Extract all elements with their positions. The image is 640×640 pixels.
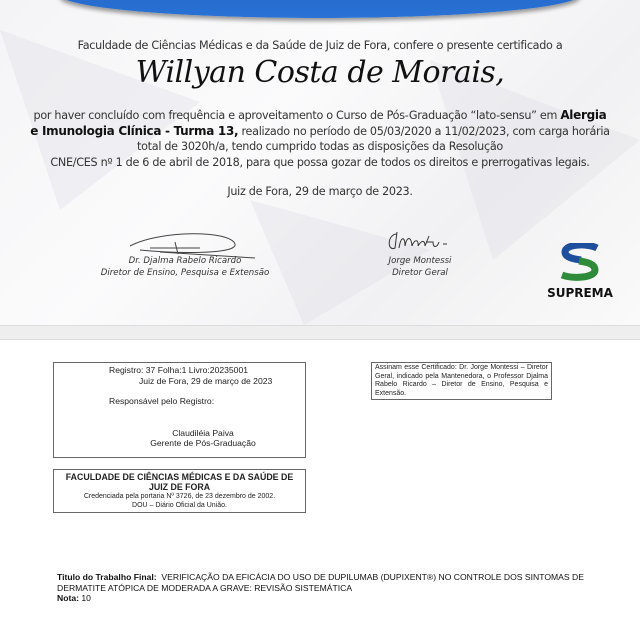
dou-text: DOU – Diário Oficial da União. — [132, 502, 227, 509]
faculdade-box — [53, 469, 306, 513]
recipient-name: Willyan Costa de Morais, — [135, 55, 505, 90]
suprema-logo — [543, 243, 617, 300]
signatory-role: Diretor de Ensino, Pesquisa e Extensão — [100, 268, 270, 278]
header-band — [60, 0, 580, 18]
suprema-s-icon — [557, 243, 603, 281]
body-text: CNE/CES nº 1 de 6 de abril de 2018, para que possa gozar de todos os direitos e prerrogativas legais. — [50, 156, 590, 169]
responsavel-role: Gerente de Pós-Graduação — [150, 438, 256, 448]
body-text: por haver concluído com frequência e aproveitamento o Curso de Pós-Graduação “lato-sensu” em — [33, 109, 561, 122]
signatory-name: Jorge Montessi — [388, 256, 452, 266]
signatory-name: Dr. Djalma Rabelo Ricardo — [128, 256, 242, 266]
page-divider — [0, 325, 640, 340]
body-text: total de 3020h/a, tendo cumprido todas as disposições da Resolução — [137, 140, 503, 153]
registro-text: Registro: 37 Folha:1 Livro:20235001 — [109, 365, 249, 375]
signatory-role: Diretor Geral — [392, 268, 448, 278]
nota-value: 10 — [81, 593, 91, 603]
registration-box — [53, 362, 306, 458]
faculdade-title: FACULDADE DE CIÊNCIAS MÉDICAS E DA SAÚDE DE JUIZ DE FORA — [65, 472, 294, 492]
responsavel-name: Claudiléia Paiva — [172, 428, 234, 438]
issue-date: Juiz de Fora, 29 de março de 2023. — [227, 185, 413, 198]
final-work-section: Titulo do Trabalho Final: VERIFICAÇÃO DA EFICÁCIA DO USO DE DUPILUMAB (DUPIXENT®) NO CONTROLE DOS SINTOMAS DE DERMATITE ATÓPICA DE MODERADA A GRAVE: REVISÃO SISTEMÁTICA Nota: 10 — [57, 572, 584, 603]
course-name-cont: e Imunologia Clínica - Turma 13, — [30, 124, 239, 138]
nota-label: Nota — [57, 593, 77, 603]
registro-date: Juiz de Fora, 29 de março de 2023 — [139, 376, 273, 386]
signers-box: Assinam esse Certificado: Dr. Jorge Montessi – Diretor Geral, indicado pela Mantenedora, o Professor Djalma Rabelo Ricardo – Diretor de Ensino, Pesquisa e Extensão. — [371, 362, 552, 400]
logo-text: SUPREMA — [547, 286, 613, 300]
credenciada-text: Credenciada pela portaria Nº 3726, de 23 dezembro de 2002. — [83, 493, 276, 500]
signatory-djalma — [95, 255, 275, 279]
body-text: realizado no período de 05/03/2020 a 11/02/2023, com carga horária — [238, 125, 610, 138]
signature-montessi — [385, 228, 455, 256]
titulo-label: Titulo do Trabalho Final — [57, 572, 154, 582]
intro-text: Faculdade de Ciências Médicas e da Saúde de Juiz de Fora, confere o presente certificado a — [77, 39, 563, 52]
titulo-text: VERIFICAÇÃO DA EFICÁCIA DO USO DE DUPILUMAB (DUPIXENT®) NO CONTROLE DOS SINTOMAS DE DERMATITE ATÓPICA DE MODERADA A GRAVE: REVISÃO SISTEMÁTICA — [57, 572, 584, 593]
responsavel-label: Responsável pelo Registro: — [109, 396, 215, 406]
signatory-montessi — [350, 255, 490, 279]
course-name: Alergia — [560, 108, 607, 122]
